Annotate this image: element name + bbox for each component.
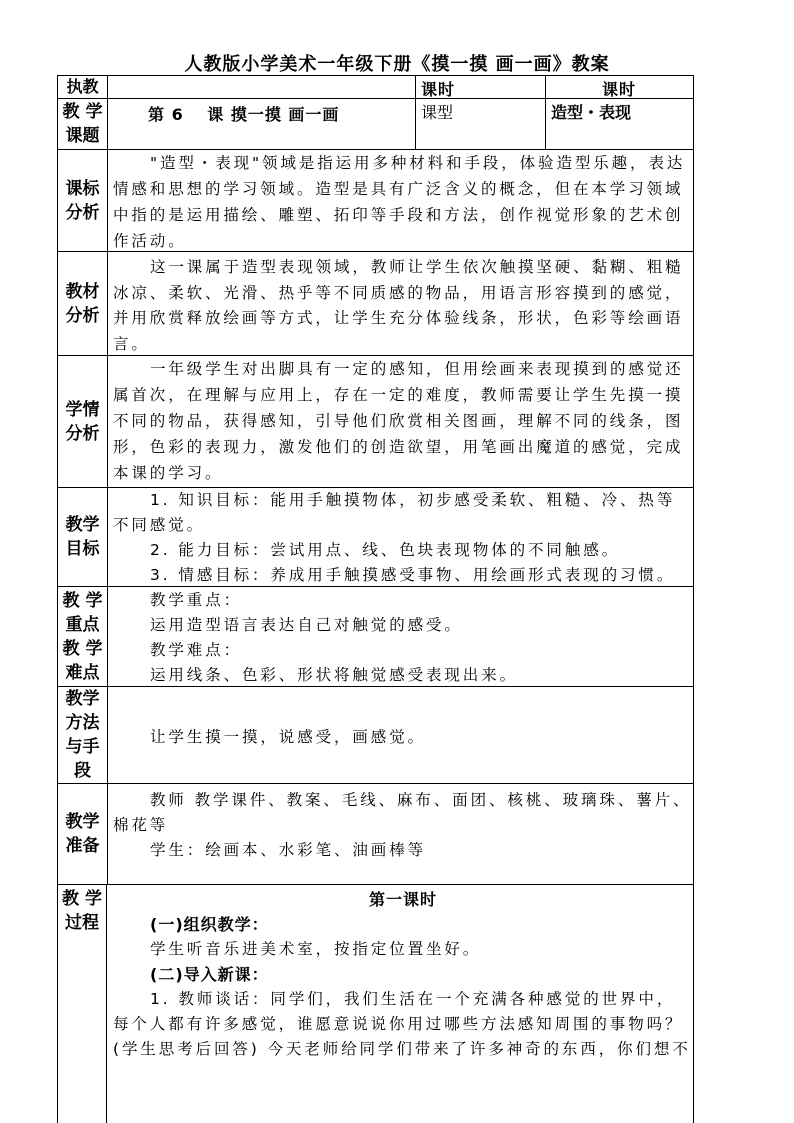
- text-line: 让学生摸一摸，说感受，画感觉。: [150, 728, 427, 746]
- text-line: 不同的物品，获得感知，引导他们欣赏相关图画，理解不同的线条，图: [113, 412, 684, 430]
- text-line: 并用欣赏释放绘画等方式，让学生充分体验线条，形状，色彩等绘画语: [113, 309, 684, 327]
- label-line: 课题: [65, 126, 100, 146]
- section-label: [58, 356, 108, 487]
- text-line: 1. 教师谈话：同学们，我们生活在一个充满各种感觉的世界中，: [150, 990, 676, 1008]
- section-label: [58, 488, 108, 586]
- text-line: 棉花等: [113, 816, 169, 834]
- section-preparation: [58, 783, 693, 884]
- text-line: 中指的是运用描绘、雕塑、拓印等手段和方法，创作视觉形象的艺术创: [113, 206, 684, 224]
- text-line: 教学重点：: [150, 591, 243, 609]
- text-line: 教师 教学课件、教案、毛线、麻布、面团、核桃、玻璃珠、薯片、: [150, 791, 692, 809]
- section-content: [108, 488, 693, 586]
- section-content: [108, 356, 693, 487]
- label-line: 目标: [65, 539, 100, 559]
- text-line: 一年级学生对出脚具有一定的感知，但用绘画来表现摸到的感觉还: [150, 360, 684, 378]
- label-line: 教 学: [62, 590, 103, 611]
- text-line: 每个人都有许多感觉，谁愿意说说你用过哪些方法感知周围的事物吗？: [113, 1015, 684, 1033]
- section-label: [58, 252, 108, 355]
- section-label: [58, 885, 107, 1123]
- text-line: 属首次，在理解与应用上，存在一定的难度，教师需要让学生先摸一摸: [113, 386, 684, 404]
- label-line: 教学: [65, 689, 100, 709]
- type-label: 课型: [416, 99, 546, 149]
- label-line: 分析: [65, 305, 100, 326]
- text-line: "造型・表现"领域是指运用多种材料和手段，体验造型乐趣，表达: [150, 154, 686, 172]
- section-student-analysis: [58, 355, 693, 487]
- period-heading: 第一课时: [368, 890, 437, 909]
- section-label: [58, 687, 108, 783]
- label-line: 课标: [65, 178, 100, 199]
- label-line: 重点: [65, 614, 100, 635]
- document-title: 人教版小学美术一年级下册《摸一摸 画一画》教案: [184, 54, 610, 75]
- label-line: 分析: [65, 423, 100, 444]
- section-content: [108, 784, 693, 884]
- section-content: [108, 150, 693, 251]
- section-teaching-process: [58, 884, 693, 1123]
- text-line: 学生：绘画本、水彩笔、油画棒等: [150, 841, 427, 859]
- step-heading: (一)组织教学：: [150, 915, 269, 934]
- lesson-plan-table: [57, 75, 694, 1123]
- label-line: 教 学: [62, 889, 102, 909]
- text-line: 冰凉、柔软、光滑、热乎等不同质感的物品，用语言形容摸到的感觉，: [113, 283, 684, 302]
- section-curriculum-analysis: [58, 149, 693, 251]
- text-line: 不同感觉。: [113, 516, 206, 534]
- text-line: 1. 知识目标：能用手触摸物体，初步感受柔软、粗糙、冷、热等: [150, 491, 676, 509]
- label-line: 教 学: [62, 638, 103, 659]
- section-label: [58, 150, 108, 251]
- step-heading: (二)导入新课：: [150, 965, 269, 984]
- section-label: [58, 784, 108, 884]
- text-line: 形，色彩的表现力，激发他们的创造欲望，用笔画出魔道的感觉，完成: [113, 438, 684, 456]
- section-methods: [58, 686, 693, 783]
- text-line: 运用线条、色彩、形状将触觉感受表现出来。: [150, 666, 519, 684]
- text-line: 2. 能力目标：尝试用点、线、色块表现物体的不同触感。: [150, 541, 621, 559]
- teacher-value: [108, 76, 416, 98]
- teacher-label: 执教: [58, 76, 108, 98]
- label-line: 教学: [65, 515, 100, 535]
- type-value: 造型・表现: [551, 103, 632, 122]
- topic-value: 第 6 课 摸一摸 画一画: [108, 99, 416, 149]
- text-line: 本课的学习。: [113, 464, 224, 482]
- text-line: 言。: [113, 334, 150, 353]
- text-line: 运用造型语言表达自己对触觉的感受。: [150, 616, 463, 634]
- section-content: [108, 587, 693, 686]
- text-line: 作活动。: [113, 232, 187, 250]
- section-label: [58, 587, 108, 686]
- label-line: 教材: [65, 281, 100, 302]
- topic-row: [58, 98, 693, 149]
- label-line: 与手: [65, 737, 100, 757]
- text-line: 学生听音乐进美术室，按指定位置坐好。: [150, 940, 482, 958]
- text-line: (学生思考后回答) 今天老师给同学们带来了许多神奇的东西，你们想不: [113, 1040, 691, 1058]
- text-line: 这一课属于造型表现领域，教师让学生依次触摸坚硬、黏糊、粗糙: [150, 258, 684, 276]
- label-line: 准备: [65, 836, 100, 856]
- label-line: 教学: [65, 812, 100, 832]
- section-textbook-analysis: [58, 251, 693, 355]
- section-key-points: [58, 586, 693, 686]
- label-line: 方法: [65, 713, 100, 733]
- period-label: 课时: [416, 76, 546, 98]
- label-line: 难点: [65, 662, 100, 683]
- period-value: 课时: [601, 80, 636, 99]
- label-line: 分析: [65, 202, 100, 223]
- label-line: 学情: [65, 399, 100, 420]
- label-line: 段: [74, 761, 91, 781]
- label-line: 教 学: [62, 102, 103, 122]
- section-teaching-goals: [58, 487, 693, 586]
- section-content: [108, 687, 693, 783]
- text-line: 教学难点：: [150, 641, 243, 659]
- section-content: [108, 885, 693, 1123]
- label-line: 过程: [65, 913, 99, 933]
- topic-label: [58, 99, 108, 149]
- header-row: [58, 75, 693, 98]
- text-line: 情感和思想的学习领域。造型是具有广泛含义的概念，但在本学习领域: [113, 180, 684, 198]
- section-content: [108, 252, 693, 355]
- text-line: 3. 情感目标：养成用手触摸感受事物、用绘画形式表现的习惯。: [150, 566, 676, 584]
